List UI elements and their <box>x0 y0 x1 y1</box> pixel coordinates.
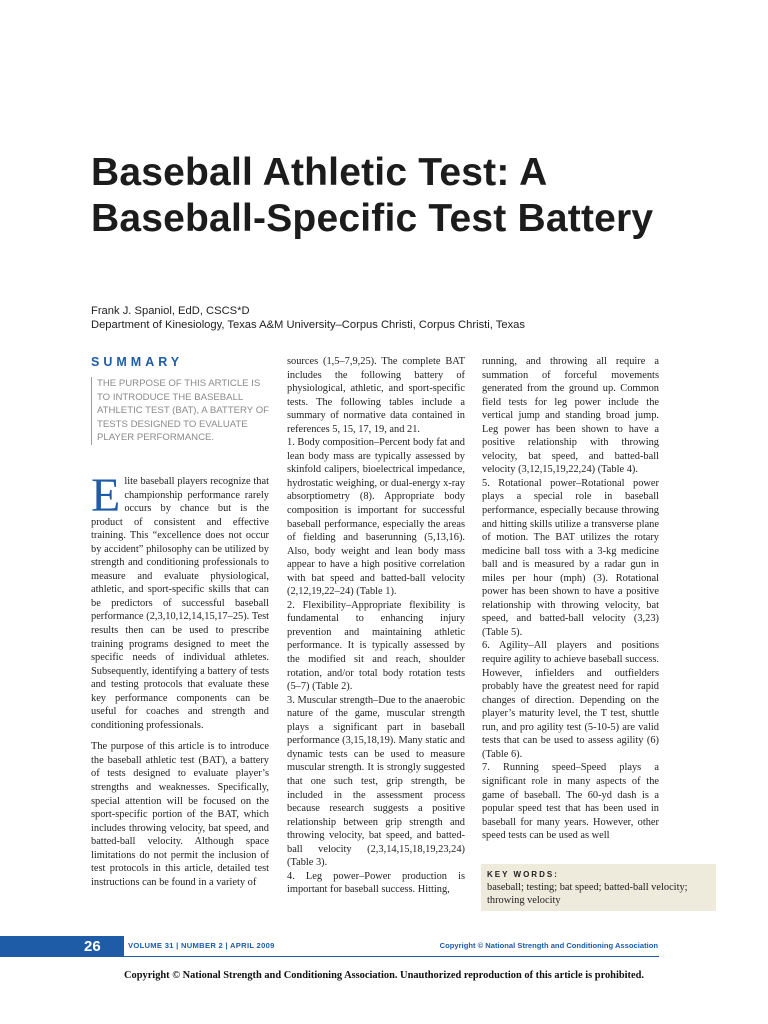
drop-cap: E <box>91 468 121 522</box>
agility-paragraph: 6. Agility–All players and positions require agility to achieve baseball success. However, infielders and outfielders probably have the greatest need for rapid changes of direction. Depending on the player’s maturity level, the T test, shuttle run, and pro agility test (5-10-5) are valid tests that can be used to assess agility (6) (Table 6). <box>482 640 659 760</box>
rotational-power-paragraph: 5. Rotational power–Rotational power plays a special role in baseball performance, especially because throwing and hitting skills utilize a transverse plane of motion. The BAT utilizes the rotary medicine ball toss with a 3-kg medicine ball and is measured by a radar gun in miles per hour (mph) (3). Rotational power has been shown to have a positive relationship with throwing velocity, bat speed, and batted-ball velocity (3,23) (Table 5). <box>482 477 659 638</box>
author-affiliation: Department of Kinesiology, Texas A&M University–Corpus Christi, Corpus Christi, Texas <box>91 319 525 331</box>
intro-paragraph <box>91 468 269 732</box>
sources-paragraph: sources (1,5–7,9,25). The complete BAT includes the following battery of physiological, athletic, and sport-specific tests. The following tables include a summary of normative data contained in references 5, 15, 17, 19, and 21. <box>287 356 465 435</box>
muscular-strength-paragraph: 3. Muscular strength–Due to the anaerobic nature of the game, muscular strength plays a significant part in baseball performance (3,15,18,19). Many static and dynamic tests can be used to measure muscular strength. It is strongly suggested that one such test, grip strength, be included in the assessment process because research suggests a positive relationship between grip strength and throwing velocity, bat speed, and batted-ball velocity (2,3,14,15,18,19,23,24) (Table 3). <box>287 694 465 869</box>
page-number: 26 <box>84 938 101 955</box>
body-composition-paragraph: 1. Body composition–Percent body fat and lean body mass are typically assessed by skinfold calipers, bioelectrical impedance, hydrostatic weighing, or dual-energy x-ray absorptiometry (8). Appropriate body composition is important for successful baseball performance, especially the areas of fielding and baserunning (5,13,16). Also, body weight and lean body mass appear to have a high positive correlation with bat speed and batted-ball velocity (2,12,19,22–24) (Table 1). <box>287 437 465 598</box>
column-1 <box>91 355 269 897</box>
summary-heading: SUMMARY <box>91 355 184 369</box>
flexibility-paragraph: 2. Flexibility–Appropriate flexibility is fundamental to enhancing injury prevention and maintaining athletic performance. It is typically assessed by the modified sit and reach, shoulder rotation, and/or total body rotation tests (5–7) (Table 2). <box>287 599 465 693</box>
author-name: Frank J. Spaniol, EdD, CSCS*D <box>91 305 250 317</box>
footer-copyright: Copyright © National Strength and Conditioning Association <box>439 941 658 950</box>
running-speed-paragraph: 7. Running speed–Speed plays a significant role in many aspects of the game of baseball. The 60-yd dash is a popular speed test that has been used in baseball for many years. However, other speed tests can be used as well <box>482 762 659 842</box>
leg-power-paragraph: 4. Leg power–Power production is important for baseball success. Hitting, <box>287 870 465 896</box>
summary-text: THE PURPOSE OF THIS ARTICLE IS TO INTRODUCE THE BASEBALL ATHLETIC TEST (BAT), A BATTERY OF TESTS DESIGNED TO EVALUATE PLAYER PERFORMANCE. <box>91 377 269 445</box>
purpose-paragraph: The purpose of this article is to introduce the baseball athletic test (BAT), a battery of tests designed to evaluate player’s strengths and weaknesses. Specifically, special attention will be focused on the sport-specific portion of the BAT, which includes throwing velocity, bat speed, and batted-ball velocity. Although space limitations do not permit the inclusion of test protocols in this article, detailed test instructions can be found in a variety of <box>91 741 269 888</box>
leg-power-continued-paragraph: running, and throwing all require a summation of forceful movements generated from the ground up. Common field tests for leg power include the vertical jump and standing broad jump. Leg power has been shown to have a positive relationship with throwing velocity, bat speed, and batted-ball velocity (3,12,15,19,22,24) (Table 4). <box>482 356 659 476</box>
keywords-box <box>481 864 716 911</box>
keywords-text: baseball; testing; bat speed; batted-ball velocity; throwing velocity <box>487 882 688 906</box>
keywords-label: KEY WORDS: <box>487 870 559 879</box>
footer-rule <box>124 956 659 957</box>
column-2 <box>287 355 465 905</box>
intro-paragraph-text: lite baseball players recognize that championship performance rarely occurs by chance but is the product of consistent and effective training. This “excellence does not occur by accident” philosophy can be utilized by strength and conditioning professionals to measure and evaluate physiological, athletic, and sport-specific skills that can be predictors of successful baseball performance (2,3,10,12,14,15,17–25). Test results then can be used to prescribe training programs designed to meet the specific needs of individual athletes. Subsequently, identifying a battery of tests and testing protocols that evaluate these key performance components can be useful for coaches and strength and conditioning professionals. <box>91 475 269 731</box>
article-title: Baseball Athletic Test: A Baseball-Specific Test Battery <box>91 151 654 240</box>
copyright-notice: Copyright © National Strength and Conditioning Association. Unauthorized reproduction of this article is prohibited. <box>124 970 644 981</box>
issue-info: VOLUME 31 | NUMBER 2 | APRIL 2009 <box>128 941 275 950</box>
column-3 <box>482 355 659 851</box>
